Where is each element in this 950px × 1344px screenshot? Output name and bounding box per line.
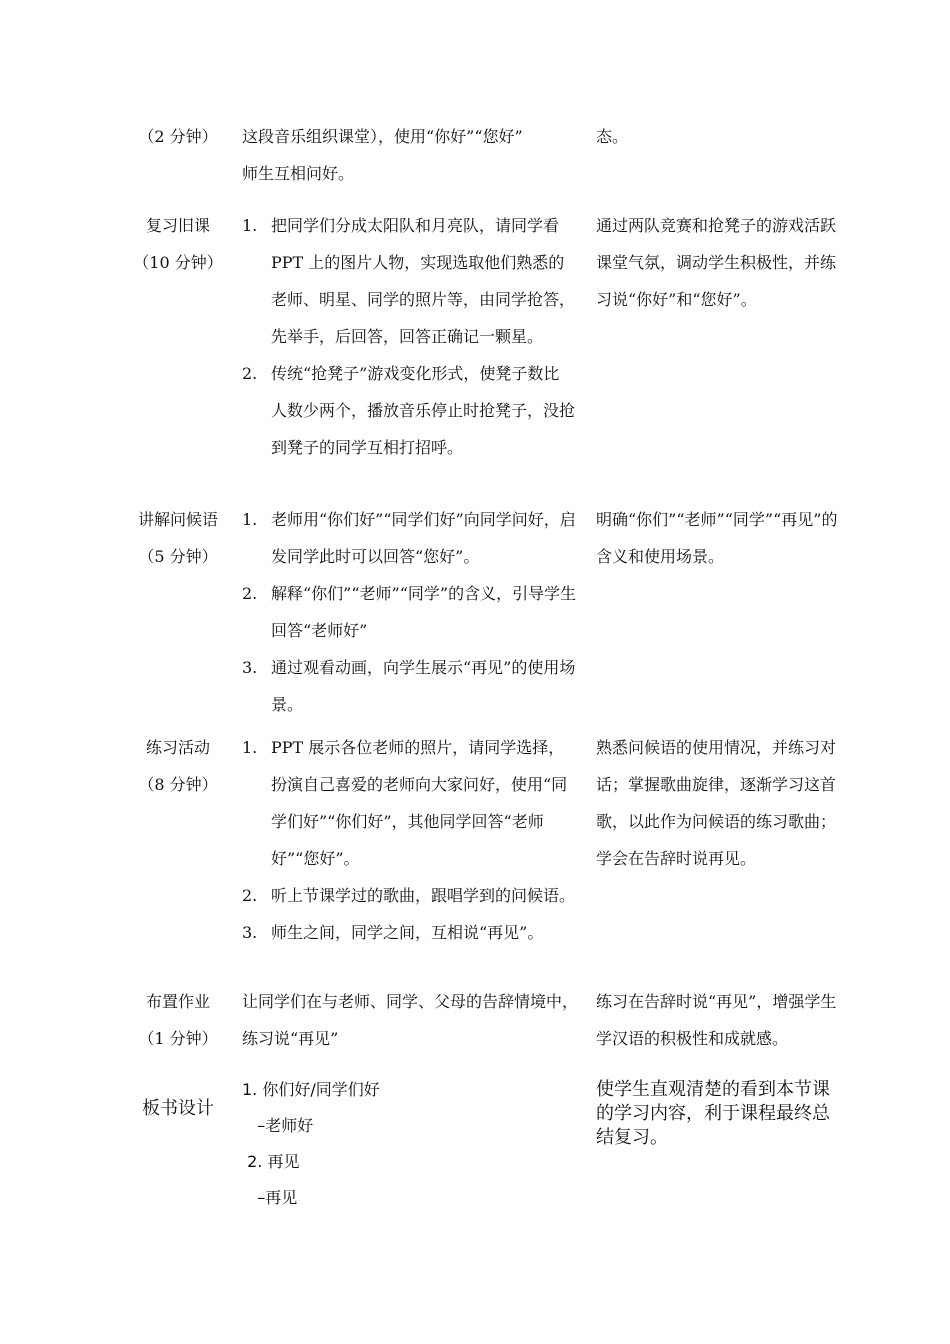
item-number: 2. bbox=[242, 886, 258, 905]
content-cell bbox=[242, 118, 580, 192]
list-item bbox=[242, 575, 580, 649]
purpose-cell: 态。 bbox=[596, 127, 629, 146]
board-label: 板书设计 bbox=[142, 1098, 214, 1119]
item-text: 师生之间，同学之间，互相说“再见”。 bbox=[271, 923, 544, 942]
item-number: 2. bbox=[242, 584, 258, 603]
stage-name: 练习活动 bbox=[145, 738, 210, 757]
stage-duration: （8 分钟） bbox=[138, 775, 218, 794]
item-text: 听上节课学过的歌曲，跟唱学到的问候语。 bbox=[271, 886, 576, 905]
item-text: 传统“抢凳子”游戏变化形式，使凳子数比 人数少两个，播放音乐停止时抢凳子，没抢到凳子的同学互相打招呼。 bbox=[271, 364, 576, 457]
stage-duration: （10 分钟） bbox=[133, 253, 223, 272]
item-text: 通过观看动画，向学生展示“再见”的使用场景。 bbox=[271, 658, 576, 714]
stage-cell bbox=[128, 729, 228, 803]
item-number: 1. bbox=[242, 216, 258, 235]
stage-duration: （1 分钟） bbox=[138, 1029, 218, 1048]
content-line: 师生互相问好。 bbox=[242, 164, 355, 183]
board-line: 2. 再见 bbox=[242, 1152, 300, 1171]
purpose-cell: 明确“你们”“老师”“同学”“再见”的含义和使用场景。 bbox=[596, 510, 838, 566]
stage-cell bbox=[128, 983, 228, 1057]
item-text: 解释“你们”“老师”“同学”的含义，引导学生回答“老师好” bbox=[271, 584, 577, 640]
board-line: –老师好 bbox=[242, 1116, 314, 1135]
content-cell bbox=[242, 729, 580, 951]
item-number: 1. bbox=[242, 738, 258, 757]
item-number: 2. bbox=[242, 364, 258, 383]
stage-name: 复习旧课 bbox=[145, 216, 210, 235]
board-line: 1. 你们好/同学们好 bbox=[242, 1080, 380, 1099]
content-line: 这段音乐组织课堂），使用“你好”“您好” bbox=[242, 127, 523, 146]
board-content bbox=[242, 1072, 580, 1216]
content-cell bbox=[242, 207, 580, 466]
item-text: 老师用“你们好”“同学们好”向同学问好，启发同学此时可以回答“您好”。 bbox=[271, 510, 576, 566]
stage-cell bbox=[128, 207, 228, 281]
list-item bbox=[242, 877, 580, 914]
item-text: 把同学们分成太阳队和月亮队，请同学看PPT 上的图片人物，实现选取他们熟悉的老师、明星、同学的照片等，由同学抢答，先举手，后回答，回答正确记一颗星。 bbox=[271, 216, 576, 346]
list-item bbox=[242, 207, 580, 355]
stage-cell bbox=[128, 118, 228, 155]
list-item bbox=[242, 501, 580, 575]
purpose-cell: 熟悉问候语的使用情况，并练习对话；掌握歌曲旋律，逐渐学习这首歌，以此作为问候语的练习歌曲；学会在告辞时说再见。 bbox=[596, 738, 837, 868]
list-item bbox=[242, 649, 580, 723]
list-item bbox=[242, 729, 580, 877]
item-text: PPT 展示各位老师的照片，请同学选择，扮演自己喜爱的老师向大家问好，使用“同学们好”“你们好”，其他同学回答“老师好”“您好”。 bbox=[271, 738, 568, 868]
item-number: 3. bbox=[242, 923, 258, 942]
board-line: –再见 bbox=[242, 1188, 298, 1207]
purpose-cell: 通过两队竞赛和抢凳子的游戏活跃课堂气氛，调动学生积极性，并练习说“你好”和“您好”。 bbox=[596, 216, 837, 309]
board-purpose: 使学生直观清楚的看到本节课的学习内容，利于课程最终总结复习。 bbox=[596, 1079, 830, 1148]
list-item bbox=[242, 914, 580, 951]
purpose-cell: 练习在告辞时说“再见”，增强学生学汉语的积极性和成就感。 bbox=[596, 992, 837, 1048]
stage-name: 布置作业 bbox=[145, 992, 210, 1011]
item-number: 3. bbox=[242, 658, 258, 677]
content-cell bbox=[242, 501, 580, 723]
stage-duration: （5 分钟） bbox=[138, 547, 218, 566]
stage-name: 讲解问候语 bbox=[137, 510, 218, 529]
list-item bbox=[242, 355, 580, 466]
item-number: 1. bbox=[242, 510, 258, 529]
content-cell: 让同学们在与老师、同学、父母的告辞情境中，练习说“再见” bbox=[242, 992, 579, 1048]
stage-duration: （2 分钟） bbox=[138, 127, 218, 146]
stage-cell bbox=[128, 501, 228, 575]
